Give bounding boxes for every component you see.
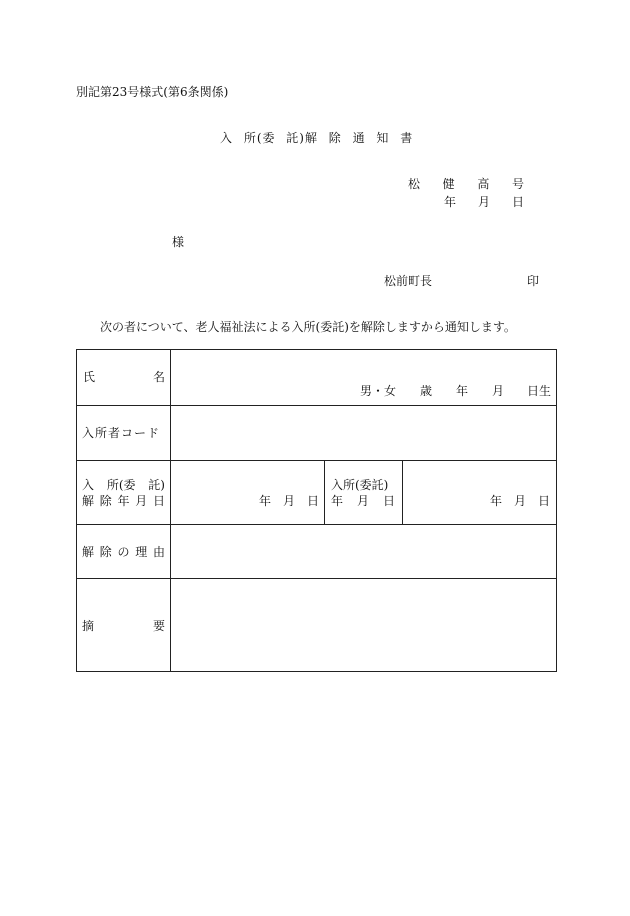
label-part: 摘 bbox=[82, 619, 95, 633]
label-part: 所(委 bbox=[106, 478, 136, 492]
entry-release-label-line2 bbox=[82, 494, 165, 508]
label-part: 解 bbox=[82, 545, 95, 559]
date-part: 日 bbox=[382, 494, 395, 508]
doc-number-part: 高 bbox=[477, 177, 490, 191]
document-number bbox=[408, 177, 524, 191]
label-part: 託) bbox=[148, 478, 165, 492]
name-label-part: 氏 bbox=[83, 370, 96, 384]
intro-text: 次の者について、老人福祉法による入所(委託)を解除しますから通知します。 bbox=[100, 320, 516, 334]
issue-date bbox=[444, 195, 524, 209]
entry-label: 入所(委託) bbox=[331, 478, 389, 492]
seal-mark: 印 bbox=[527, 274, 540, 288]
document-title: 入 所(委 託)解 除 通 知 書 bbox=[220, 131, 414, 145]
date-part: 年 bbox=[444, 195, 457, 209]
birth-day-unit: 日生 bbox=[527, 384, 552, 398]
date-part: 日 bbox=[537, 494, 550, 508]
doc-number-part: 号 bbox=[511, 177, 524, 191]
age-unit: 歳 bbox=[420, 384, 433, 398]
doc-number-part: 松 bbox=[408, 177, 421, 191]
summary-label bbox=[82, 619, 165, 633]
date-part: 月 bbox=[282, 494, 295, 508]
label-part: 除 bbox=[99, 545, 112, 559]
date-part: 月 bbox=[513, 494, 526, 508]
date-part: 年 bbox=[490, 494, 503, 508]
name-label-part: 名 bbox=[152, 370, 165, 384]
birth-month-unit: 月 bbox=[492, 384, 505, 398]
release-reason-label bbox=[82, 545, 165, 559]
label-part: の bbox=[117, 545, 130, 559]
release-date-units bbox=[259, 494, 319, 508]
resident-code-label: 入所者コード bbox=[82, 426, 161, 440]
name-label bbox=[83, 370, 165, 384]
addressee-suffix: 様 bbox=[172, 235, 185, 249]
label-part: 日 bbox=[152, 494, 165, 508]
date-part: 日 bbox=[306, 494, 319, 508]
form-number: 別記第23号様式(第6条関係) bbox=[76, 85, 229, 99]
label-part: 年 bbox=[117, 494, 130, 508]
label-part: 要 bbox=[152, 619, 165, 633]
label-part: 除 bbox=[99, 494, 112, 508]
date-part: 年 bbox=[331, 494, 344, 508]
entry-label-date-units bbox=[331, 494, 395, 508]
label-part: 由 bbox=[152, 545, 165, 559]
issuer: 松前町長 bbox=[384, 274, 433, 288]
date-part: 年 bbox=[259, 494, 272, 508]
label-part: 入 bbox=[82, 478, 95, 492]
label-part: 解 bbox=[82, 494, 95, 508]
date-part: 日 bbox=[511, 195, 524, 209]
date-part: 月 bbox=[477, 195, 490, 209]
label-part: 月 bbox=[135, 494, 148, 508]
label-part: 理 bbox=[135, 545, 148, 559]
gender-option: 男・女 bbox=[360, 384, 397, 398]
entry-date-units bbox=[490, 494, 550, 508]
doc-number-part: 健 bbox=[442, 177, 455, 191]
birth-year-unit: 年 bbox=[456, 384, 469, 398]
date-part: 月 bbox=[356, 494, 369, 508]
entry-release-label-line1 bbox=[82, 478, 165, 492]
